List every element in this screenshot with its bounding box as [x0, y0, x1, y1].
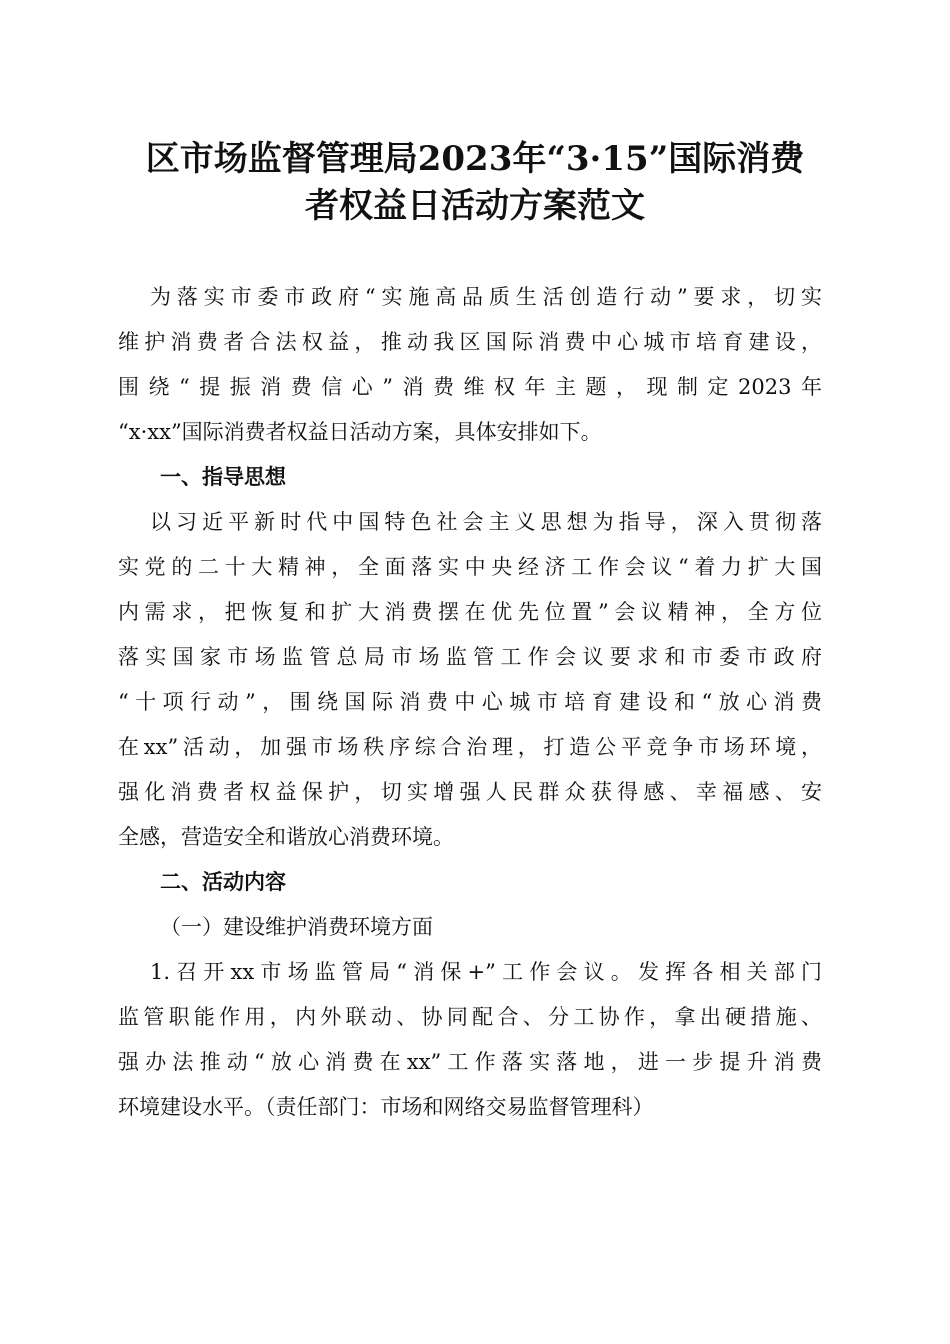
intro-paragraph: [118, 275, 822, 455]
text-line: “x·xx”国际消费者权益日活动方案，具体安排如下。: [118, 420, 602, 444]
document-title: [0, 136, 950, 230]
text-line: 为落实市委市政府“实施高品质生活创造行动”要求，切实: [150, 285, 822, 309]
text-line: 以习近平新时代中国特色社会主义思想为指导，深入贯彻落: [150, 510, 822, 534]
text-line: 环境建设水平。（责任部门：市场和网络交易监督管理科）: [118, 1095, 654, 1119]
document-body: [118, 275, 822, 1130]
text-line: 强办法推动“放心消费在xx”工作落实落地，进一步提升消费: [118, 1050, 822, 1074]
text-line: “十项行动”，围绕国际消费中心城市培育建设和“放心消费: [118, 690, 822, 714]
text-line: 围绕“提振消费信心”消费维权年主题，现制定2023年: [118, 375, 822, 399]
text-line: 维护消费者合法权益，推动我区国际消费中心城市培育建设，: [118, 330, 822, 354]
title-line-2: 者权益日活动方案范文: [305, 186, 645, 226]
text-line: 落实国家市场监管总局市场监管工作会议要求和市委市政府: [118, 645, 822, 669]
text-line: 1.召开xx市场监管局“消保+”工作会议。发挥各相关部门: [150, 960, 822, 984]
text-line: 实党的二十大精神，全面落实中央经济工作会议“着力扩大国: [118, 555, 822, 579]
item-1-paragraph: [118, 950, 822, 1130]
subsection-heading: （一）建设维护消费环境方面: [160, 915, 433, 939]
text-line: 内需求，把恢复和扩大消费摆在优先位置”会议精神，全方位: [118, 600, 822, 624]
title-line-1: 区市场监督管理局2023年“3·15”国际消费: [145, 139, 805, 179]
text-line: 强化消费者权益保护，切实增强人民群众获得感、幸福感、安: [118, 780, 822, 804]
guiding-ideology-paragraph: [118, 500, 822, 860]
section-heading-guiding-ideology: 一、指导思想: [160, 465, 286, 489]
section-heading-activities: 二、活动内容: [160, 870, 286, 894]
text-line: 在xx”活动，加强市场秩序综合治理，打造公平竞争市场环境，: [118, 735, 822, 759]
text-line: 监管职能作用，内外联动、协同配合、分工协作，拿出硬措施、: [118, 1005, 822, 1029]
text-line: 全感，营造安全和谐放心消费环境。: [118, 825, 454, 849]
